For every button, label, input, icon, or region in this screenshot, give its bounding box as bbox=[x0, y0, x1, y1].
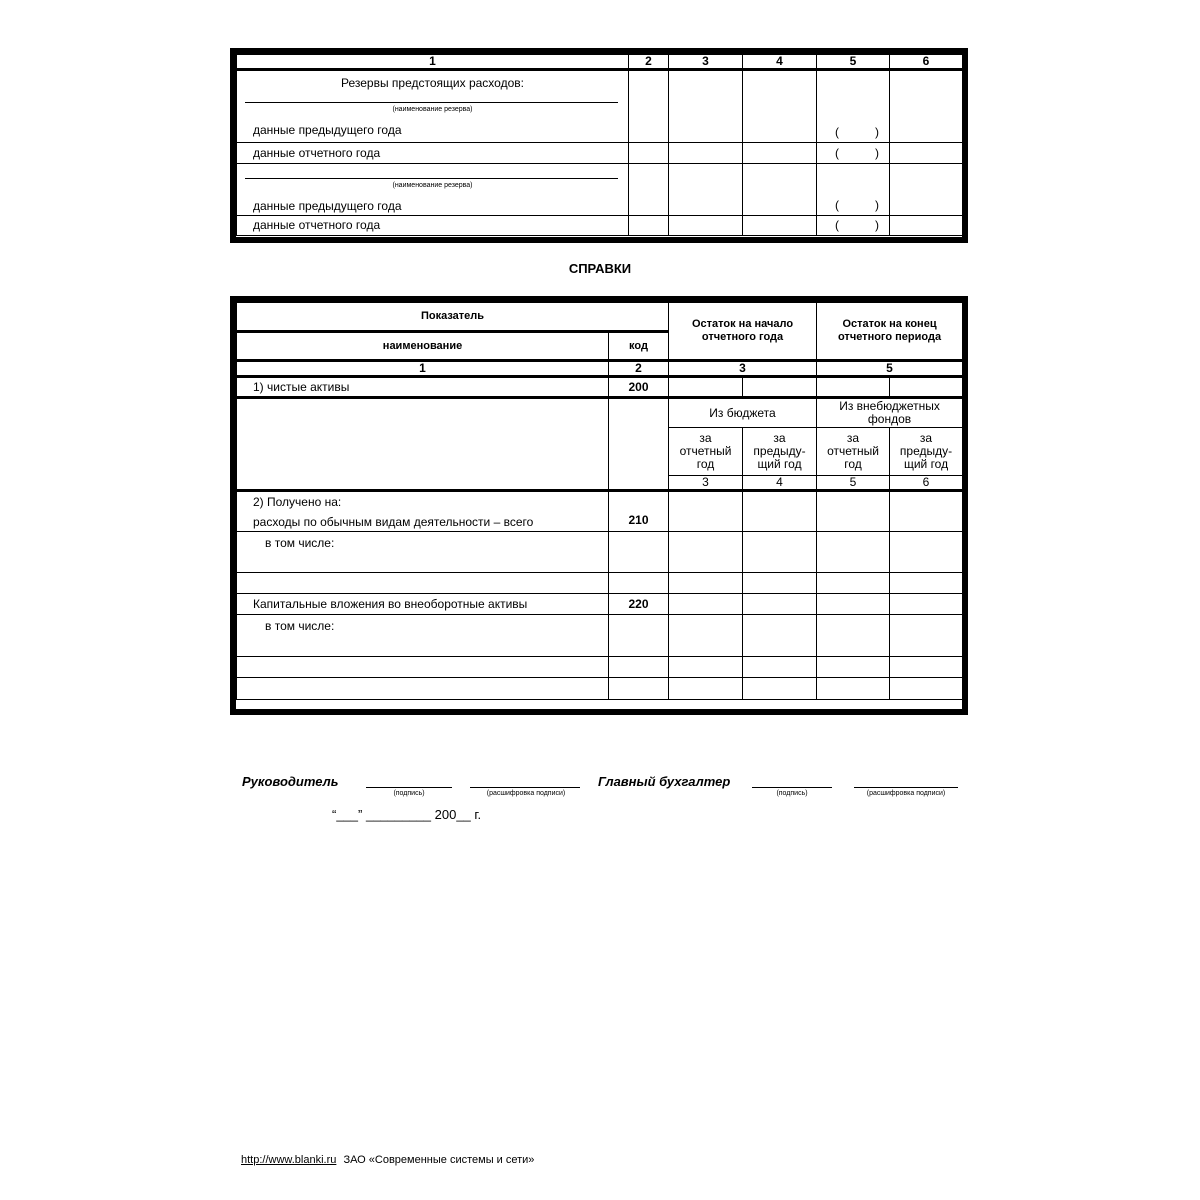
prev-year-header: за предыду-щий год bbox=[890, 428, 963, 476]
chief-accountant-label: Главный бухгалтер bbox=[598, 774, 731, 789]
cell bbox=[237, 678, 609, 700]
cell bbox=[743, 594, 817, 615]
reserve-caption: (наименование резерва) bbox=[392, 182, 473, 189]
cell bbox=[743, 615, 817, 657]
reserve-name-line bbox=[245, 90, 618, 103]
balance-start-header: Остаток на начало отчетного года bbox=[669, 303, 817, 361]
paren-close: ) bbox=[875, 145, 879, 160]
balance-end-header: Остаток на конец отчетного периода bbox=[817, 303, 963, 361]
cell bbox=[817, 615, 890, 657]
cell bbox=[890, 594, 963, 615]
col-number: 6 bbox=[890, 55, 963, 70]
cell bbox=[743, 532, 817, 573]
prev-year-header: за предыду-щий год bbox=[743, 428, 817, 476]
cell bbox=[669, 532, 743, 573]
prev-year-label: данные предыдущего года bbox=[253, 199, 402, 213]
from-extra-funds-header: Из внебюджетных фондов bbox=[817, 398, 963, 428]
col-number: 2 bbox=[609, 361, 669, 377]
cell bbox=[609, 678, 669, 700]
cell bbox=[609, 573, 669, 594]
from-budget-header: Из бюджета bbox=[669, 398, 817, 428]
reserve-block-2 bbox=[237, 164, 629, 216]
signature-caption: (подпись) bbox=[393, 790, 425, 797]
cell bbox=[629, 164, 669, 216]
cell bbox=[669, 615, 743, 657]
head-signature-line bbox=[366, 787, 452, 788]
net-assets-label: 1) чистые активы bbox=[237, 377, 609, 398]
including-label: в том числе: bbox=[237, 532, 609, 573]
col-number: 3 bbox=[669, 55, 743, 70]
cell bbox=[890, 657, 963, 678]
cell bbox=[609, 657, 669, 678]
col-number: 5 bbox=[817, 361, 963, 377]
cell bbox=[669, 573, 743, 594]
col-number: 4 bbox=[743, 55, 817, 70]
cell bbox=[817, 573, 890, 594]
paren-open: ( bbox=[835, 145, 839, 160]
paren-open: ( bbox=[835, 218, 839, 232]
cell bbox=[669, 491, 743, 532]
including-label: в том числе: bbox=[237, 615, 609, 657]
cell bbox=[890, 573, 963, 594]
cell bbox=[817, 164, 890, 216]
decoding-caption: (расшифровка подписи) bbox=[866, 790, 946, 797]
cell bbox=[237, 573, 609, 594]
cell bbox=[817, 678, 890, 700]
indicator-header: Показатель bbox=[237, 303, 669, 332]
name-header: наименование bbox=[237, 332, 609, 361]
cell bbox=[890, 70, 963, 143]
cell bbox=[817, 657, 890, 678]
cell bbox=[817, 377, 890, 398]
cell bbox=[743, 143, 817, 164]
reserves-heading: Резервы предстоящих расходов: bbox=[341, 76, 524, 90]
ordinary-expenses-label: расходы по обычным видам деятельности – всего bbox=[253, 515, 534, 529]
cell bbox=[743, 216, 817, 236]
cell bbox=[669, 143, 743, 164]
cell bbox=[817, 594, 890, 615]
cell bbox=[817, 532, 890, 573]
col-number: 2 bbox=[629, 55, 669, 70]
cell bbox=[669, 70, 743, 143]
cell bbox=[669, 377, 743, 398]
received-on-label: 2) Получено на: bbox=[253, 495, 342, 509]
paren-close: ) bbox=[875, 125, 879, 139]
cell bbox=[743, 573, 817, 594]
cell bbox=[890, 491, 963, 532]
col-number: 1 bbox=[237, 55, 629, 70]
capital-investments-code: 220 bbox=[609, 594, 669, 615]
chief-decoding-line bbox=[854, 787, 958, 788]
cell bbox=[237, 398, 609, 491]
section-title: СПРАВКИ bbox=[568, 261, 632, 276]
cell bbox=[817, 491, 890, 532]
cell bbox=[669, 678, 743, 700]
date-line: “___” _________ 200__ г. bbox=[332, 807, 482, 822]
reporting-year-header: за отчетный год bbox=[817, 428, 890, 476]
col-number: 5 bbox=[817, 55, 890, 70]
code-header: код bbox=[609, 332, 669, 361]
cell bbox=[743, 657, 817, 678]
paren-close: ) bbox=[875, 198, 879, 212]
cell bbox=[890, 678, 963, 700]
cell bbox=[609, 532, 669, 573]
signature-caption: (подпись) bbox=[776, 790, 808, 797]
reserve-block-1 bbox=[237, 70, 629, 143]
cell bbox=[890, 216, 963, 236]
footer bbox=[241, 1154, 534, 1166]
ordinary-expenses-code: 210 bbox=[609, 491, 669, 532]
cell bbox=[743, 491, 817, 532]
cell bbox=[890, 615, 963, 657]
paren-open: ( bbox=[835, 198, 839, 212]
head-label: Руководитель bbox=[242, 774, 339, 789]
footer-url-link[interactable]: http://www.blanki.ru bbox=[241, 1154, 337, 1166]
capital-investments-label: Капитальные вложения во внеоборотные активы bbox=[237, 594, 609, 615]
cell bbox=[743, 70, 817, 143]
reserve-name-line bbox=[245, 178, 618, 179]
cell bbox=[817, 70, 890, 143]
decoding-caption: (расшифровка подписи) bbox=[486, 790, 566, 797]
current-year-label: данные отчетного года bbox=[237, 216, 629, 236]
paren-close: ) bbox=[875, 218, 879, 232]
cell bbox=[237, 657, 609, 678]
head-decoding-line bbox=[470, 787, 580, 788]
cell bbox=[817, 216, 890, 236]
cell bbox=[817, 143, 890, 164]
cell bbox=[890, 532, 963, 573]
cell bbox=[890, 164, 963, 216]
net-assets-code: 200 bbox=[609, 377, 669, 398]
reserves-table bbox=[236, 54, 963, 236]
cell bbox=[609, 398, 669, 491]
col-number: 4 bbox=[743, 476, 817, 491]
received-on-cell bbox=[237, 491, 609, 532]
col-number: 3 bbox=[669, 361, 817, 377]
col-number: 1 bbox=[237, 361, 609, 377]
chief-signature-line bbox=[752, 787, 832, 788]
cell bbox=[609, 615, 669, 657]
cell bbox=[743, 164, 817, 216]
cell bbox=[669, 164, 743, 216]
col-number: 5 bbox=[817, 476, 890, 491]
reporting-year-header: за отчетный год bbox=[669, 428, 743, 476]
footer-company: ЗАО «Современные системы и сети» bbox=[343, 1154, 535, 1166]
prev-year-label: данные предыдущего года bbox=[253, 123, 402, 137]
cell bbox=[629, 70, 669, 143]
col-number: 6 bbox=[890, 476, 963, 491]
cell bbox=[743, 377, 817, 398]
cell bbox=[890, 143, 963, 164]
cell bbox=[629, 216, 669, 236]
reference-table bbox=[236, 302, 963, 700]
reserve-caption: (наименование резерва) bbox=[392, 106, 473, 113]
current-year-label: данные отчетного года bbox=[237, 143, 629, 164]
cell bbox=[669, 216, 743, 236]
col-number: 3 bbox=[669, 476, 743, 491]
cell bbox=[669, 594, 743, 615]
cell bbox=[669, 657, 743, 678]
cell bbox=[629, 143, 669, 164]
cell bbox=[890, 377, 963, 398]
paren-open: ( bbox=[835, 125, 839, 139]
cell bbox=[743, 678, 817, 700]
